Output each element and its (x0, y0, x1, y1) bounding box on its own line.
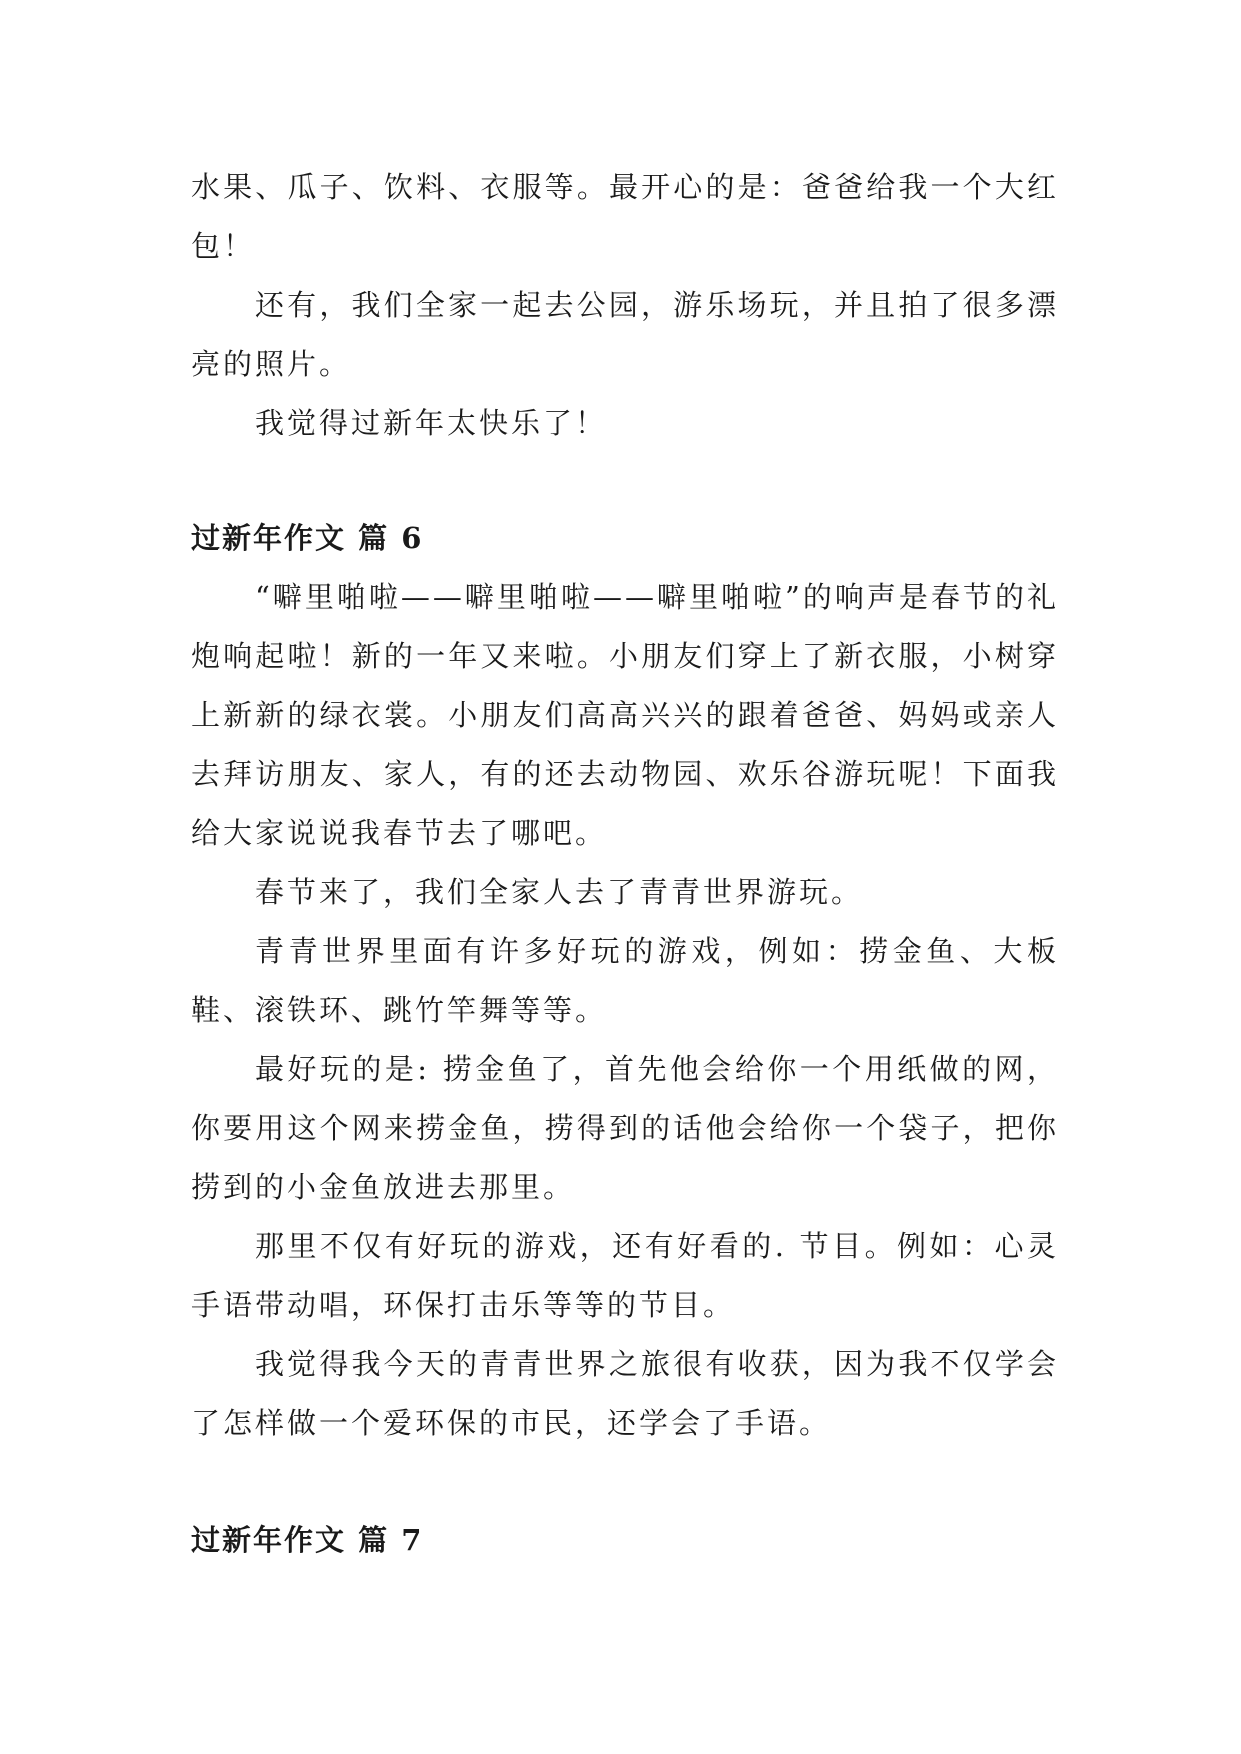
paragraph-continued-1: 水果、瓜子、饮料、衣服等。最开心的是：爸爸给我一个大红包！ (191, 170, 1059, 263)
paragraph-continued-3: 我觉得过新年太快乐了！ (255, 406, 608, 440)
paragraph-6-1: “噼里啪啦——噼里啪啦——噼里啪啦”的响声是春节的礼炮响起啦！新的一年又来啦。小朋友们穿上了新衣服，小树穿上新新的绿衣裳。小朋友们高高兴兴的跟着爸爸、妈妈或亲人去拜访朋友、家人，有的还去动物园、欢乐谷游玩呢！下面我给大家说说我春节去了哪吧。 (191, 580, 1059, 850)
section-title-6: 过新年作文 篇 6 (191, 521, 424, 555)
paragraph-6-3: 青青世界里面有许多好玩的游戏，例如：捞金鱼、大板鞋、滚铁环、跳竹竿舞等等。 (191, 934, 1059, 1027)
paragraph-6-2: 春节来了，我们全家人去了青青世界游玩。 (255, 875, 864, 909)
paragraph-continued-2: 还有，我们全家一起去公园，游乐场玩，并且拍了很多漂亮的照片。 (191, 288, 1059, 381)
paragraph-6-5: 那里不仅有好玩的游戏，还有好看的. 节目。例如：心灵手语带动唱，环保打击乐等等的节目。 (191, 1229, 1059, 1322)
paragraph-6-6: 我觉得我今天的青青世界之旅很有收获，因为我不仅学会了怎样做一个爱环保的市民，还学会了手语。 (191, 1347, 1059, 1440)
paragraph-6-4: 最好玩的是: 捞金鱼了，首先他会给你一个用纸做的网，你要用这个网来捞金鱼，捞得到的话他会给你一个袋子，把你捞到的小金鱼放进去那里。 (191, 1052, 1059, 1204)
document-body (191, 158, 1059, 1570)
section-title-7: 过新年作文 篇 7 (191, 1523, 424, 1557)
